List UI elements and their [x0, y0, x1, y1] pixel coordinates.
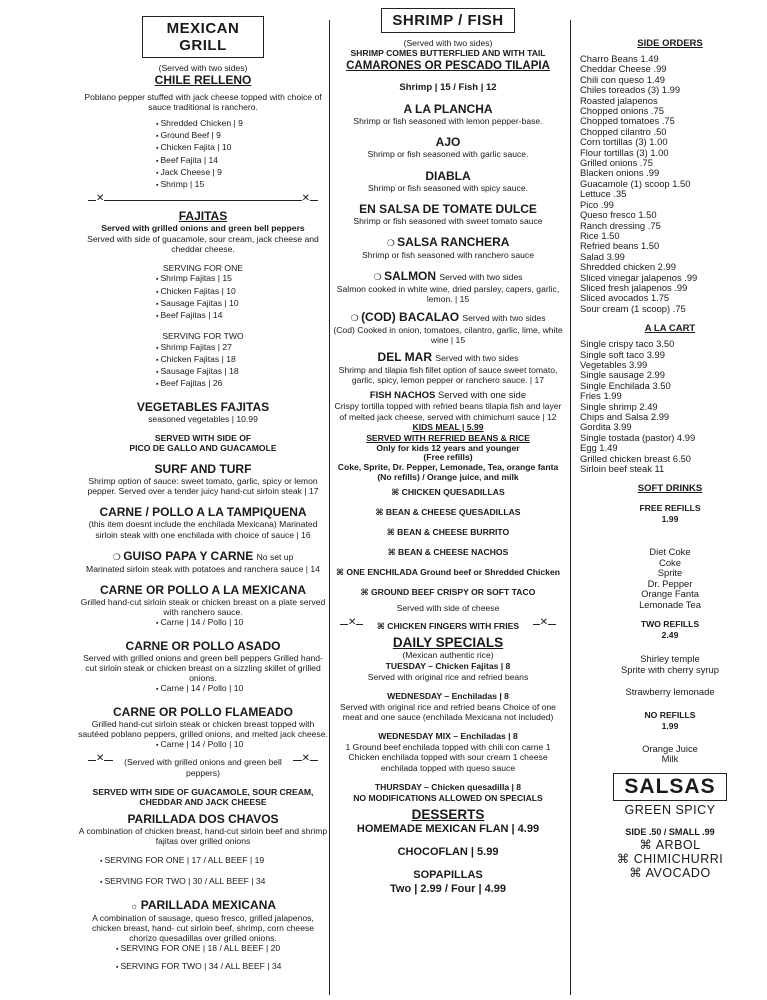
kids-item [330, 507, 566, 517]
item-desc: Grilled hand-cut sirloin steak or chicken breast topped with sautéed poblano peppers, grilled onions, and melted jack cheese. [78, 718, 328, 739]
item-price: ▪ Carne | 14 / Pollo | 10 [156, 683, 243, 693]
side-order-item: Sour cream (1 scoop) .75 [580, 302, 686, 314]
kids-item [330, 567, 566, 577]
side-order-item: Refried beans 1.50 [580, 240, 660, 252]
item-name: BEAN & CHEESE QUESADILLAS [385, 507, 521, 518]
item-desc: Grilled hand-cut sirloin steak or chicken breast on a plate served with ranchero sauce. [80, 597, 326, 618]
side-order-item: Charro Beans 1.49 [580, 53, 659, 64]
kids-fingers [363, 621, 533, 632]
item-desc: (this item doesnt include the enchilada Mexicana) Marinated sirloin steak with one enchilada with choice of sauce | 16 [88, 519, 318, 540]
drink-item: Sprite with cherry syrup [621, 664, 719, 676]
daily-title: DAILY SPECIALS [392, 635, 504, 651]
served-grilled-note: (Served with grilled onions and green bell peppers) [113, 757, 293, 777]
a-la-cart-item: Chips and Salsa 2.99 [580, 411, 670, 422]
serving-one: ▪ SERVING FOR ONE | 17 / ALL BEEF | 19 [100, 855, 264, 865]
spicy-icon: ❍ [112, 551, 124, 562]
daily-tue-desc: Served with original rice and refried beans [367, 671, 529, 682]
served-note: (Served with two sides) [158, 63, 248, 73]
salsa-item: AVOCADO [645, 866, 711, 881]
daily-wed: WEDNESDAY – Enchiladas | 8 [387, 690, 509, 701]
salsa-item: CHIMICHURRI [633, 852, 724, 867]
bullet-icon: ⌘ [375, 507, 386, 518]
daily-thu: THURSDAY – Chicken quesadilla | 8 [374, 781, 522, 792]
item-name: CHICKEN QUESADILLAS [401, 487, 505, 498]
item-name: CARNE OR POLLO FLAMEADO [113, 704, 293, 719]
item-note: Served with two sides [462, 312, 546, 323]
kids-item [330, 527, 566, 537]
side-order-item: Ranch dressing .75 [580, 219, 661, 231]
no-refills-list [576, 744, 764, 765]
item-desc: Shrimp or fish seasoned with ranchero sauce [362, 250, 534, 261]
dessert-chocoflan: CHOCOFLAN | 5.99 [397, 845, 499, 858]
kids-items [330, 487, 566, 597]
menu-option: ▪ Chicken Fajitas | 18 [156, 354, 236, 364]
item-name: BEAN & CHEESE BURRITO [397, 527, 510, 538]
menu-option: ▪ Jack Cheese | 9 [156, 167, 222, 177]
drink-item: Diet Coke [649, 546, 691, 558]
section-title: MEXICAN GRILL [142, 16, 264, 58]
side-order-item: Chopped cilantro .50 [580, 125, 667, 137]
a-la-cart-item: Vegetables 3.99 [580, 358, 648, 370]
served-side-note: SERVED WITH SIDE OF PICO DE GALLO AND GUACAMOLE [129, 432, 277, 453]
kids-item [330, 547, 566, 557]
fajitas-two-list [78, 342, 328, 391]
shrimp-fish-column [330, 8, 566, 896]
dessert-flan: HOMEMADE MEXICAN FLAN | 4.99 [356, 822, 540, 835]
side-order-item: Chiles toreados (3) 1.99 [580, 84, 681, 96]
a-la-cart-item: Sirloin beef steak 11 [580, 463, 665, 475]
chile-options [78, 118, 328, 192]
menu-option: ▪ Chicken Fajitas | 10 [156, 286, 236, 296]
item-desc: A combination of chicken breast, hand-cut sirloin beef and shrimp fajitas over grilled onions [78, 825, 328, 846]
item-desc: (Cod) Cooked in onion, tomatoes, cilantro, garlic, lime, white wine | 15 [333, 324, 563, 345]
item-desc: Shrimp option of sauce: sweet tomato, garlic, spicy or lemon pepper. Served over a tender juicy hand-cut sirloin steak | 17 [87, 475, 319, 497]
two-refills-label: TWO REFILLS [640, 619, 700, 630]
a-la-cart-item: Single Enchilada 3.50 [580, 379, 671, 391]
free-refills-price: 1.99 [661, 514, 679, 525]
daily-sub: (Mexican authentic rice) [402, 650, 494, 661]
item-name: CARNE OR POLLO ASADO [125, 638, 281, 653]
a-la-cart-title: A LA CART [644, 323, 696, 335]
item-desc: Shrimp or fish seasoned with spicy sauce. [367, 182, 528, 193]
a-la-cart-item: Single soft taco 3.99 [580, 348, 665, 360]
divider: ✕ ✕ [88, 755, 318, 765]
drink-item: Shirley temple [640, 653, 700, 665]
bullet-icon: ⌘ [360, 587, 371, 598]
side-order-item: Sliced fresh jalapenos .99 [580, 281, 688, 293]
bullet-icon: ⌘ [376, 621, 388, 632]
drink-item: Dr. Pepper [647, 577, 693, 589]
item-name: CHILE RELLENO [154, 73, 252, 88]
free-refills-label: FREE REFILLS [639, 503, 701, 514]
item-note: Served with two sides [439, 272, 523, 283]
fish-item [330, 235, 566, 269]
item-note: Served with one side [437, 390, 527, 402]
butterflied-note: SHRIMP COMES BUTTERFLIED AND WITH TAIL [350, 48, 546, 59]
drink-item: Orange Juice [642, 742, 698, 754]
item-name: SALMON [384, 269, 437, 284]
a-la-cart-item: Single sausage 2.99 [580, 369, 665, 381]
divider: ✕ ✕ [340, 619, 556, 629]
fish-item [330, 102, 566, 135]
a-la-cart-item: Egg 1.49 [580, 442, 618, 454]
spicy-icon: ❍ [386, 238, 398, 249]
salsa-list [576, 838, 764, 880]
item-name: GROUND BEEF CRISPY OR SOFT TACO [370, 587, 536, 598]
item-name: DEL MAR [377, 350, 432, 365]
salsa-item: ARBOL [655, 838, 701, 853]
item-name: EN SALSA DE TOMATE DULCE [359, 201, 537, 216]
item-desc: seasoned vegetables | 10.99 [148, 413, 258, 424]
item-desc: Served with side of guacamole, sour cream, jack cheese and cheddar cheese. [87, 233, 319, 254]
two-refills-price: 2.49 [661, 630, 679, 641]
bullet-icon: ⌘ [616, 852, 634, 867]
served-note: (Served with two sides) [403, 38, 493, 48]
menu-option: ▪ Shrimp | 15 [156, 179, 204, 189]
sides-drinks-column [576, 38, 764, 880]
item-name: GUISO PAPA Y CARNE [123, 548, 254, 563]
item-desc: Served with grilled onions and green bell peppers Grilled hand-cut sirloin steak or chicken breast on a sizzling skillet of grilled onions. [83, 652, 323, 684]
side-order-item: Guacamole (1) scoop 1.50 [580, 177, 691, 189]
item-name: (COD) BACALAO [361, 309, 460, 324]
column-divider [570, 20, 571, 995]
item-name: AJO [435, 135, 461, 150]
menu-option: ▪ Shrimp Fajitas | 27 [156, 342, 232, 352]
fish-item [330, 202, 566, 235]
item-desc: A combination of sausage, queso fresco, grilled jalapenos, chicken breast, hand- cut sirloin beef, shrimp, corn cheese chorizo quesadillas over grilled onions. [91, 912, 315, 944]
item-desc: Salmon cooked in white wine, dried parsley, capers, garlic, lemon. | 15 [336, 284, 560, 305]
serving-one-label: SERVING FOR ONE [162, 263, 244, 273]
spicy-icon: ❍ [350, 312, 362, 323]
side-order-item: Chili con queso 1.49 [580, 73, 665, 85]
kids-item [330, 487, 566, 497]
drink-item: Sprite [657, 567, 683, 579]
side-order-item: Sliced vinegar jalapenos .99 [580, 271, 698, 283]
drink-item: Orange Fanta [641, 588, 699, 600]
sun-icon: ☼ [129, 900, 141, 911]
side-order-item: Blacken onions .99 [580, 167, 660, 179]
a-la-cart-item: Gordita 3.99 [580, 421, 632, 433]
camarones-title: CAMARONES OR PESCADO TILAPIA [346, 60, 550, 73]
menu-option: ▪ Sausage Fajitas | 10 [156, 298, 239, 308]
side-order-item: Flour tortillas (3) 1.00 [580, 146, 669, 158]
menu-option: ▪ Ground Beef | 9 [156, 130, 221, 140]
salsa-side-price: SIDE .50 / SMALL .99 [625, 827, 715, 838]
daily-mix-desc: 1 Ground beef enchilada topped with chili con carne 1 Chicken enchilada topped with sour cream 1 cheese enchilada topped with queso sauce [345, 742, 551, 773]
soft-drinks-title: SOFT DRINKS [637, 483, 703, 495]
dessert-sopapillas: SOPAPILLAS [413, 868, 483, 881]
item-name: CARNE / POLLO A LA TAMPIQUENA [99, 505, 307, 520]
item-desc: Shrimp or fish seasoned with garlic sauce. [367, 149, 529, 160]
shrimp-fish-prices: Shrimp | 15 / Fish | 12 [399, 82, 497, 94]
kids-item [330, 587, 566, 597]
menu-option: ▪ Beef Fajitas | 26 [156, 378, 222, 388]
drink-item: Coke [659, 556, 681, 568]
item-desc: Shrimp or fish seasoned with sweet tomato sauce [353, 215, 543, 226]
serving-two-label: SERVING FOR TWO [162, 331, 244, 342]
side-order-item: Roasted jalapenos [580, 94, 658, 106]
serving-two: ▪ SERVING FOR TWO | 34 / ALL BEEF | 34 [116, 961, 281, 971]
strawberry-lemonade: Strawberry lemonade [625, 686, 715, 698]
a-la-cart-item: Grilled chicken breast 6.50 [580, 452, 691, 464]
item-note: Served with two sides [435, 353, 519, 364]
daily-nomod: NO MODIFICATIONS ALLOWED ON SPECIALS [353, 792, 543, 803]
side-orders-list [576, 54, 764, 314]
item-sub: Served with grilled onions and green bell peppers [101, 223, 305, 234]
side-order-item: Pico .99 [580, 198, 614, 210]
side-order-item: Chopped onions .75 [580, 105, 664, 117]
item-name: CHICKEN FINGERS WITH FRIES [387, 621, 520, 632]
menu-option: ▪ Sausage Fajitas | 18 [156, 366, 239, 376]
side-orders-title: SIDE ORDERS [637, 38, 703, 49]
bullet-icon: ⌘ [386, 527, 398, 538]
bullet-icon: ⌘ [639, 838, 656, 853]
a-la-cart-list [576, 339, 764, 474]
serving-one: ▪ SERVING FOR ONE | 18 / ALL BEEF | 20 [116, 943, 280, 953]
no-refills-label: NO REFILLS [644, 709, 696, 720]
drink-item: Lemonade Tea [639, 598, 701, 610]
dessert-sopapillas-price: Two | 2.99 / Four | 4.99 [390, 882, 506, 895]
item-desc: Shrimp or fish seasoned with lemon pepper-base. [353, 116, 543, 127]
bullet-icon: ⌘ [629, 866, 646, 881]
kids-norefill: (No refills) / Orange juice, and milk [377, 471, 519, 482]
item-desc: Crispy tortilla topped with refried beans tilapia fish and layer of melted jack cheese, served with chimichurri sauce | 12 [334, 401, 562, 422]
item-desc: Marinated sirloin steak with potatoes and ranchera sauce | 14 [86, 563, 320, 574]
item-desc: Poblano pepper stuffed with jack cheese topped with choice of sauce traditional is ranchero. [84, 92, 322, 113]
a-la-cart-item: Single shrimp 2.49 [580, 400, 658, 412]
fajitas-one-list [78, 273, 328, 322]
item-name: FAJITAS [178, 209, 228, 224]
item-price: ▪ Carne | 14 / Pollo | 10 [156, 617, 243, 627]
salsas-title: SALSAS [613, 773, 727, 801]
bullet-icon: ⌘ [391, 487, 402, 498]
a-la-cart-item: Single crispy taco 3.50 [580, 338, 675, 350]
item-note: No set up [256, 551, 294, 562]
fish-items [330, 102, 566, 269]
kids-drinks: Coke, Sprite, Dr. Pepper, Lemonade, Tea, orange fanta [337, 462, 559, 473]
menu-option: ▪ Chicken Fajita | 10 [156, 142, 231, 152]
side-order-item: Salad 3.99 [580, 250, 625, 262]
spicy-icon: ❍ [373, 272, 385, 283]
menu-option: ▪ Beef Fajitas | 14 [156, 310, 222, 320]
menu-option: ▪ Beef Fajita | 14 [156, 155, 218, 165]
a-la-cart-item: Fries 1.99 [580, 390, 622, 402]
serving-two: ▪ SERVING FOR TWO | 30 / ALL BEEF | 34 [100, 876, 265, 886]
item-name: VEGETABLES FAJITAS [136, 399, 270, 414]
item-name: ONE ENCHILADA Ground beef or Shredded Chicken [346, 567, 560, 578]
side-order-item: Lettuce .35 [580, 188, 627, 200]
side-order-item: Shredded chicken 2.99 [580, 261, 676, 273]
served-guac-note: SERVED WITH SIDE OF GUACAMOLE, SOUR CREAM, CHEDDAR AND JACK CHEESE [92, 786, 314, 807]
fish-item [330, 169, 566, 202]
bullet-icon: ⌘ [336, 567, 347, 578]
kids-refill: (Free refills) [423, 452, 473, 463]
side-order-item: Cheddar Cheese .99 [580, 63, 667, 75]
daily-mix: WEDNESDAY MIX – Enchiladas | 8 [378, 731, 518, 742]
daily-wed-desc: Served with original rice and refried beans Choice of one meat and one sauce (enchilada Mexicana not included) [340, 701, 556, 723]
item-name: PARILLADA MEXICANA [140, 897, 277, 912]
item-name: FISH NACHOS [369, 390, 436, 402]
bullet-icon: ⌘ [387, 547, 399, 558]
no-refills-price: 1.99 [661, 720, 679, 731]
side-order-item: Rice 1.50 [580, 229, 620, 241]
daily-tue: TUESDAY – Chicken Fajitas | 8 [385, 660, 511, 671]
item-desc: Shrimp and tilapia fish fillet option of sauce sweet tomato, garlic, spicy, lemon pepper or ranchero sauce. | 17 [338, 365, 558, 386]
fish-item [330, 135, 566, 168]
item-name: PARILLADA DOS CHAVOS [127, 811, 279, 826]
item-name: SALSA RANCHERA [397, 235, 510, 250]
menu-option: ▪ Shredded Chicken | 9 [156, 118, 243, 128]
kids-age: Only for kids 12 years and younger [376, 442, 520, 453]
drink-item: Milk [661, 753, 679, 765]
mexican-grill-column [78, 10, 328, 973]
divider: ✕ ✕ [88, 195, 318, 205]
item-name: BEAN & CHEESE NACHOS [398, 547, 509, 558]
menu-option: ▪ Shrimp Fajitas | 15 [156, 273, 232, 283]
kids-sub: SERVED WITH REFRIED BEANS & RICE [366, 432, 530, 443]
side-order-item: Corn tortillas (3) 1.00 [580, 136, 668, 148]
desserts-title: DESSERTS [411, 806, 485, 822]
item-name: A LA PLANCHA [403, 102, 493, 117]
side-order-item: Queso fresco 1.50 [580, 209, 657, 221]
free-refills-list [576, 547, 764, 610]
side-order-item: Chopped tomatoes .75 [580, 115, 675, 127]
section-title: SHRIMP / FISH [381, 8, 515, 33]
green-spicy: GREEN SPICY [624, 802, 716, 817]
item-name: CARNE OR POLLO A LA MEXICANA [100, 583, 306, 597]
item-name: DIABLA [425, 168, 471, 183]
taco-note: Served with side of cheese [396, 603, 500, 614]
kids-title: KIDS MEAL | 5.99 [412, 421, 484, 432]
a-la-cart-item: Single tostada (pastor) 4.99 [580, 431, 696, 443]
item-price: ▪ Carne | 14 / Pollo | 10 [156, 739, 243, 749]
item-name: SURF AND TURF [154, 461, 252, 476]
two-refills-list [576, 653, 764, 675]
side-order-item: Grilled onions .75 [580, 157, 653, 169]
side-order-item: Sliced avocados 1.75 [580, 292, 670, 304]
